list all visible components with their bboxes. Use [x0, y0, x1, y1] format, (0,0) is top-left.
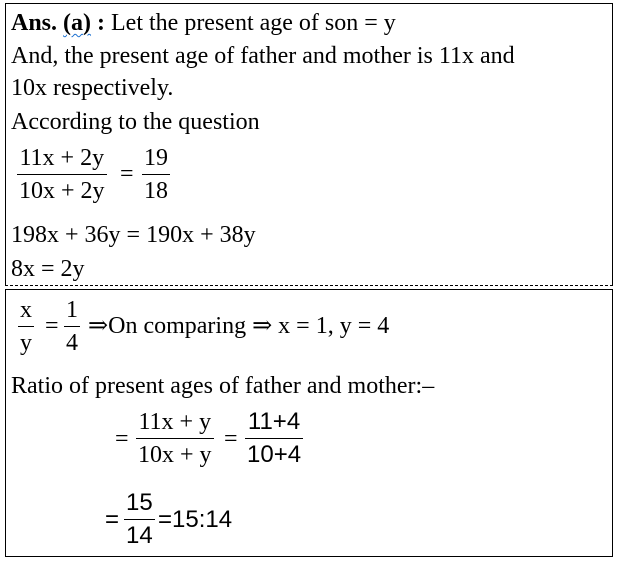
eq4-fraction	[124, 489, 155, 550]
eq3-left-numerator: 11x + y	[138, 409, 212, 435]
fraction-bar	[142, 174, 170, 175]
eq3-left-fraction	[136, 408, 214, 469]
ratio-heading: Ratio of present ages of father and mother:–	[11, 373, 435, 399]
eq1-right-fraction	[142, 144, 170, 205]
fraction-bar	[18, 326, 34, 327]
eq4-lead-equals: =	[105, 506, 120, 533]
eq4-result: =15:14	[158, 506, 233, 533]
eq3-left-denominator: 10x + y	[138, 442, 212, 468]
fraction-bar	[64, 326, 80, 327]
eq1-left-denominator: 10x + 2y	[19, 178, 105, 204]
eq4-numerator: 15	[126, 489, 153, 516]
comparing-conclusion: ⇒On comparing ⇒ x = 1, y = 4	[88, 313, 390, 339]
eq2-equals: =	[45, 313, 59, 339]
fraction-bar	[124, 519, 155, 520]
eq1-right-denominator: 18	[144, 178, 168, 204]
eq3-right-fraction	[245, 408, 303, 469]
step-1: 198x + 36y = 190x + 38y	[11, 222, 256, 248]
step-2: 8x = 2y	[11, 256, 85, 282]
fraction-bar	[136, 438, 214, 439]
eq3-right-denominator: 10+4	[247, 441, 302, 468]
dashed-separator-top	[5, 285, 613, 286]
eq2-right-denominator: 4	[66, 330, 78, 356]
answer-option: (a)	[63, 10, 92, 36]
eq1-left-numerator: 11x + 2y	[19, 145, 105, 171]
eq1-right-numerator: 19	[144, 145, 168, 171]
answer-line	[11, 9, 396, 37]
eq2-right-fraction	[64, 296, 80, 357]
eq1-equals: =	[120, 161, 134, 187]
fraction-bar	[245, 438, 303, 439]
eq2-right-numerator: 1	[66, 297, 78, 323]
according-line: According to the question	[11, 109, 260, 135]
eq3-right-numerator: 11+4	[247, 408, 301, 435]
fraction-bar	[17, 174, 107, 175]
answer-label: Ans. (a)	[11, 10, 92, 36]
parent-line-1: And, the present age of father and mother is 11x and	[11, 43, 515, 69]
son-age-text: Let the present age of son = y	[111, 10, 396, 36]
eq4-denominator: 14	[126, 522, 153, 549]
eq2-left-fraction	[18, 296, 34, 357]
answer-colon: :	[91, 10, 112, 36]
eq3-mid-equals: =	[224, 426, 238, 452]
parent-line-2: 10x respectively.	[11, 75, 174, 101]
eq3-lead-equals: =	[115, 426, 129, 452]
eq1-left-fraction	[17, 144, 107, 205]
eq2-numerator: x	[20, 297, 32, 323]
eq2-denominator: y	[20, 330, 32, 356]
